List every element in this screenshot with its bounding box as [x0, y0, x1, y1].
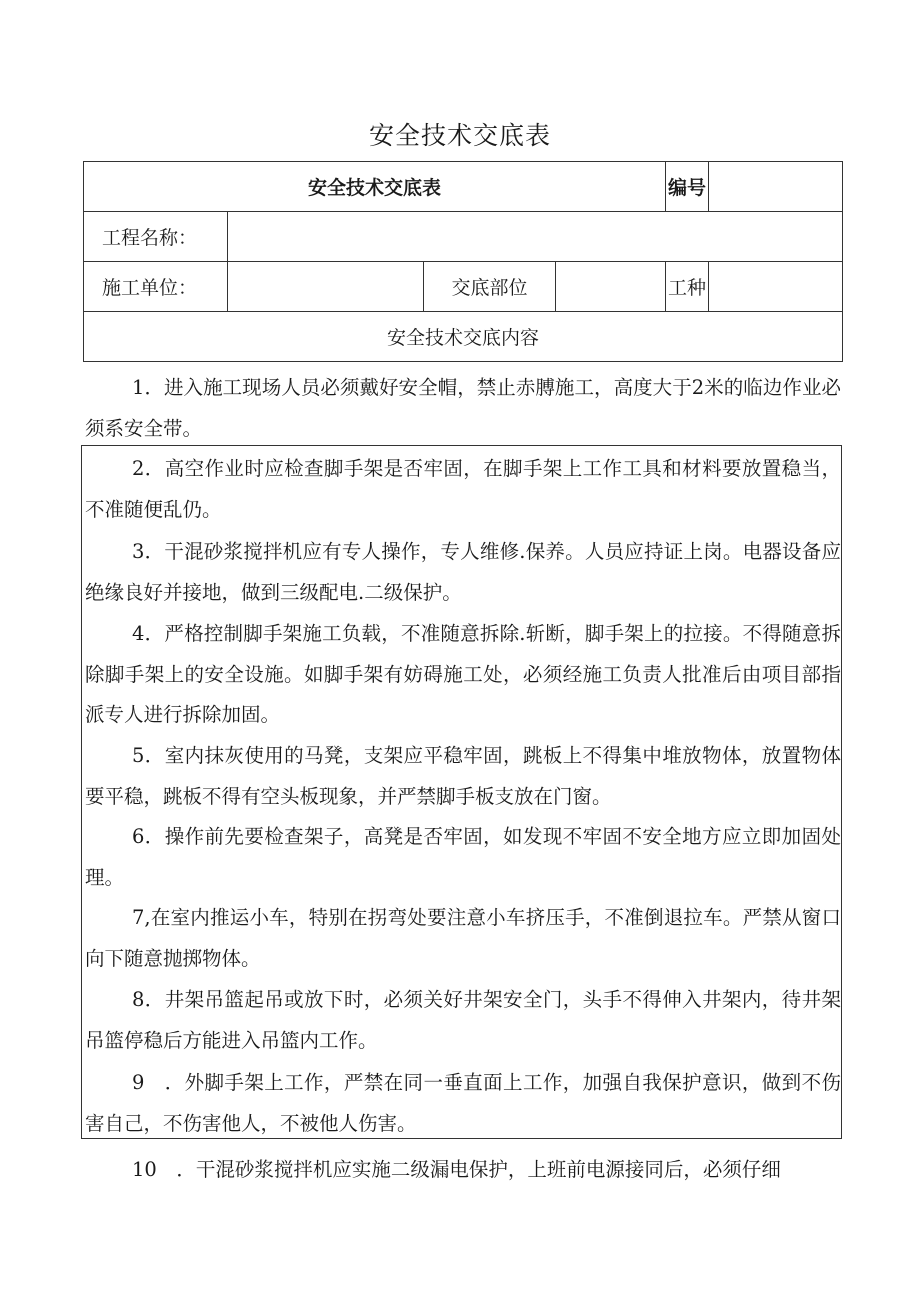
list-item	[85, 898, 841, 979]
contractor-value	[228, 262, 424, 312]
item-text: 10 ．干混砂浆搅拌机应实施二级漏电保护，上班前电源接同后，必须仔细	[132, 1158, 781, 1181]
list-item	[85, 614, 841, 736]
part-value	[556, 262, 666, 312]
page-title: 安全技术交底表	[368, 121, 551, 150]
list-item	[85, 368, 841, 449]
list-item	[85, 1150, 841, 1191]
item-text: 5．室内抹灰使用的马凳，支架应平稳牢固，跳板上不得集中堆放物体，放置物体要平稳，跳板不得有空头板现象，并严禁脚手板支放在门窗。	[85, 744, 841, 808]
part-label: 交底部位	[424, 262, 556, 312]
item-text: 8．井架吊篮起吊或放下时，必须关好井架安全门，头手不得伸入井架内，待井架吊篮停稳后方能进入吊篮内工作。	[85, 988, 841, 1052]
trade-value	[709, 262, 843, 312]
contractor-label: 施工单位：	[84, 262, 228, 312]
list-item	[85, 1063, 841, 1144]
item-text: 1．进入施工现场人员必须戴好安全帽，禁止赤膊施工，高度大于2米的临边作业必须系安全带。	[85, 376, 841, 440]
list-item	[85, 449, 841, 530]
list-item	[85, 532, 841, 613]
list-item	[85, 736, 841, 817]
number-label: 编号	[666, 162, 709, 212]
list-item	[85, 980, 841, 1061]
project-name-label: 工程名称：	[84, 212, 228, 262]
content-heading: 安全技术交底内容	[84, 312, 843, 362]
list-item	[85, 817, 841, 898]
item-text: 6．操作前先要检查架子，高凳是否牢固，如发现不牢固不安全地方应立即加固处理。	[85, 825, 841, 889]
item-text: 9 ．外脚手架上工作，严禁在同一垂直面上工作，加强自我保护意识，做到不伤害自己，不伤害他人，不被他人伤害。	[85, 1071, 841, 1135]
header-table	[83, 161, 843, 362]
item-text: 7,在室内推运小车，特别在拐弯处要注意小车挤压手，不准倒退拉车。严禁从窗口向下随意抛掷物体。	[85, 906, 841, 970]
item-text: 2．高空作业时应检查脚手架是否牢固，在脚手架上工作工具和材料要放置稳当，不准随便乱仍。	[85, 457, 841, 521]
number-value	[709, 162, 843, 212]
item-text: 4．严格控制脚手架施工负载，不准随意拆除.斩断，脚手架上的拉接。不得随意拆除脚手架上的安全设施。如脚手架有妨碍施工处，必须经施工负责人批准后由项目部指派专人进行拆除加固。	[85, 622, 841, 726]
item-text: 3．干混砂浆搅拌机应有专人操作，专人维修.保养。人员应持证上岗。电器设备应绝缘良好并接地，做到三级配电.二级保护。	[85, 540, 841, 604]
table-title: 安全技术交底表	[84, 162, 666, 212]
project-name-value	[228, 212, 843, 262]
trade-label: 工种	[666, 262, 709, 312]
